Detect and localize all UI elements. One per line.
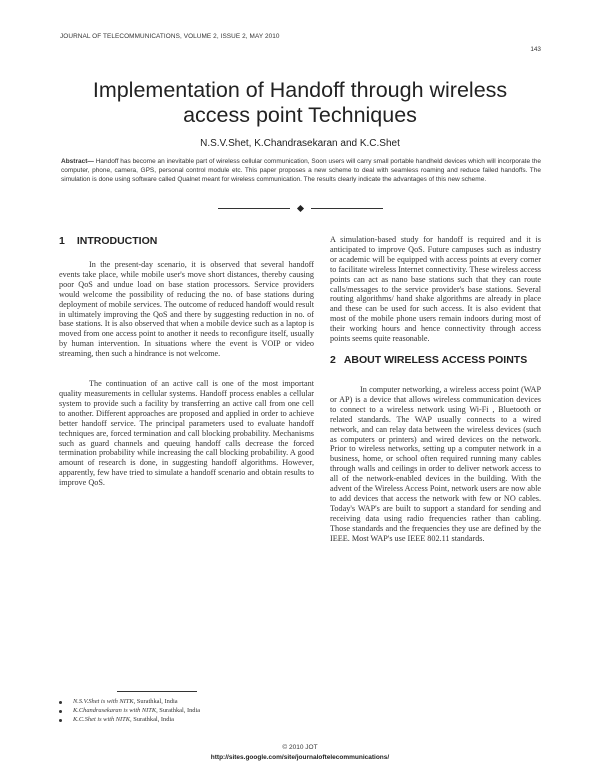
section-title: ABOUT WIRELESS ACCESS POINTS [343,353,528,366]
section-number: 1 [59,235,65,247]
section-heading-wireless-access-points [330,354,541,367]
right-column [330,235,541,543]
footnote-location: , Surathkal, India [156,706,201,714]
footnote-item [59,716,299,725]
bullet-icon [59,719,62,722]
bullet-icon [59,701,62,704]
footnote-name: N.S.V.Shet is with NITK [73,698,134,705]
intro-paragraph-1: In the present-day scenario, it is observed that several handoff events take place, while mobile user's move short distances, thereby causing poor QoS and undue load on base station processors. Service providers would welcome the possibility of reducing the no. of base stations during deployment of mobile services. The outcome of reduced handoff would result in ultimately improving the QoS and there by suggesting reduction in no. of base stations. It is also observed that when a mobile device such as a laptop is moved from one access point to another it needs to reconfigure itself, usually by human intervention. In situations where the event is VOIP or video streaming, then such a hindrance is not welcome. [59,260,314,359]
intro-paragraph-3: A simulation-based study for handoff is required and it is anticipated to improve QoS. Future campuses such as industry or academic will be equipped with access points at every corner to facilitate wireless Internet connectivity. These wireless access points can act as nano base stations such that they can route calls/messages to the service provider's base stations. Several routing algorithms/ hand shake algorithms are already in place and these can be used for such access. It is also evident that most of the mobile phone users remain indoors during most of their working hours and hence connectivity through access points seems quite reasonable. [330,235,541,344]
footer-copyright: © 2010 JOT [282,744,318,751]
diamond-icon [296,204,303,211]
section-heading-introduction [59,235,314,248]
author-footnotes [59,698,299,724]
footnote-location: , Surathkal, India [133,698,178,705]
footer-url-link[interactable]: http://sites.google.com/site/journaloftelecommunications/ [210,754,390,761]
footnote-item [59,698,299,707]
page-number: 143 [530,46,541,53]
footnote-name: K.C.Shet is with NITK [73,715,130,723]
section-number: 2 [330,353,336,366]
paper-title [40,78,560,128]
abstract [61,158,541,185]
journal-header: JOURNAL OF TELECOMMUNICATIONS, VOLUME 2, ISSUE 2, MAY 2010 [60,33,280,40]
abstract-text: Handoff has become an inevitable part of wireless cellular communication, Soon users will carry small portable handheld devices which will incorporate the computer, phone, camera, GPS, personal control module etc. This paper proposes a new scheme to deal with seamless roaming and reduce failed handoffs. The simulation is done using software called Qualnet meant for wireless communication. The results clearly indicate the advantages of this new scheme. [61,158,541,183]
separator-line-left [218,208,290,209]
intro-paragraph-2: The continuation of an active call is one of the most important quality measurements in cellular systems. Handoff process enables a cellular system to provide such a facility by transferring an active call from one cell to another. Different approaches are proposed and applied in order to achieve better handoff service. The principal parameters used to evaluate handoff techniques are, forced termination and call blocking probability. Mechanisms such as guard channels and queuing handoff calls decrease the forced termination probability while increasing the call blocking probability. A good amount of research is done, in suggesting handoff algorithms. However, apparently, few have tried to simulate a handoff scenario and obtain results to improve QoS. [59,379,314,488]
section-separator [60,203,540,213]
section-title: INTRODUCTION [76,235,158,247]
footnote-location: , Surathkal, India [130,715,175,723]
footnote-item [59,707,299,716]
abstract-label: Abstract— [61,158,94,165]
separator-line-right [311,208,383,209]
authors: N.S.V.Shet, K.Chandrasekaran and K.C.Shet [200,138,400,149]
bullet-icon [59,710,62,713]
left-column [59,235,314,488]
title-line-1: Implementation of Handoff through wireless [92,78,508,102]
footnote-name: K.Chandrasekaran is with NITK [73,706,157,714]
wap-paragraph: In computer networking, a wireless access point (WAP or AP) is a device that allows wireless communication devices to connect to a wireless network using Wi-Fi , Bluetooth or related standards. The WAP usually connects to a wired network, and can relay data between the wireless devices (such as computers or printers) and wired devices on the network. Prior to wireless networks, setting up a computer network in a business, home, or school often required running many cables through walls and ceilings in order to deliver network access to all of the network-enabled devices in the building. With the advent of the Wireless Access Point, network users are now able to add devices that access the network with few or NO cables. Today's WAP's are built to support a standard for sending and receiving data using radio frequencies rather than cabling. Those standards and the frequencies they use are defined by the IEEE. Most WAP's use IEEE 802.11 standards. [330,384,541,543]
footnote-rule [117,691,197,692]
title-line-2: access point Techniques [183,103,417,127]
